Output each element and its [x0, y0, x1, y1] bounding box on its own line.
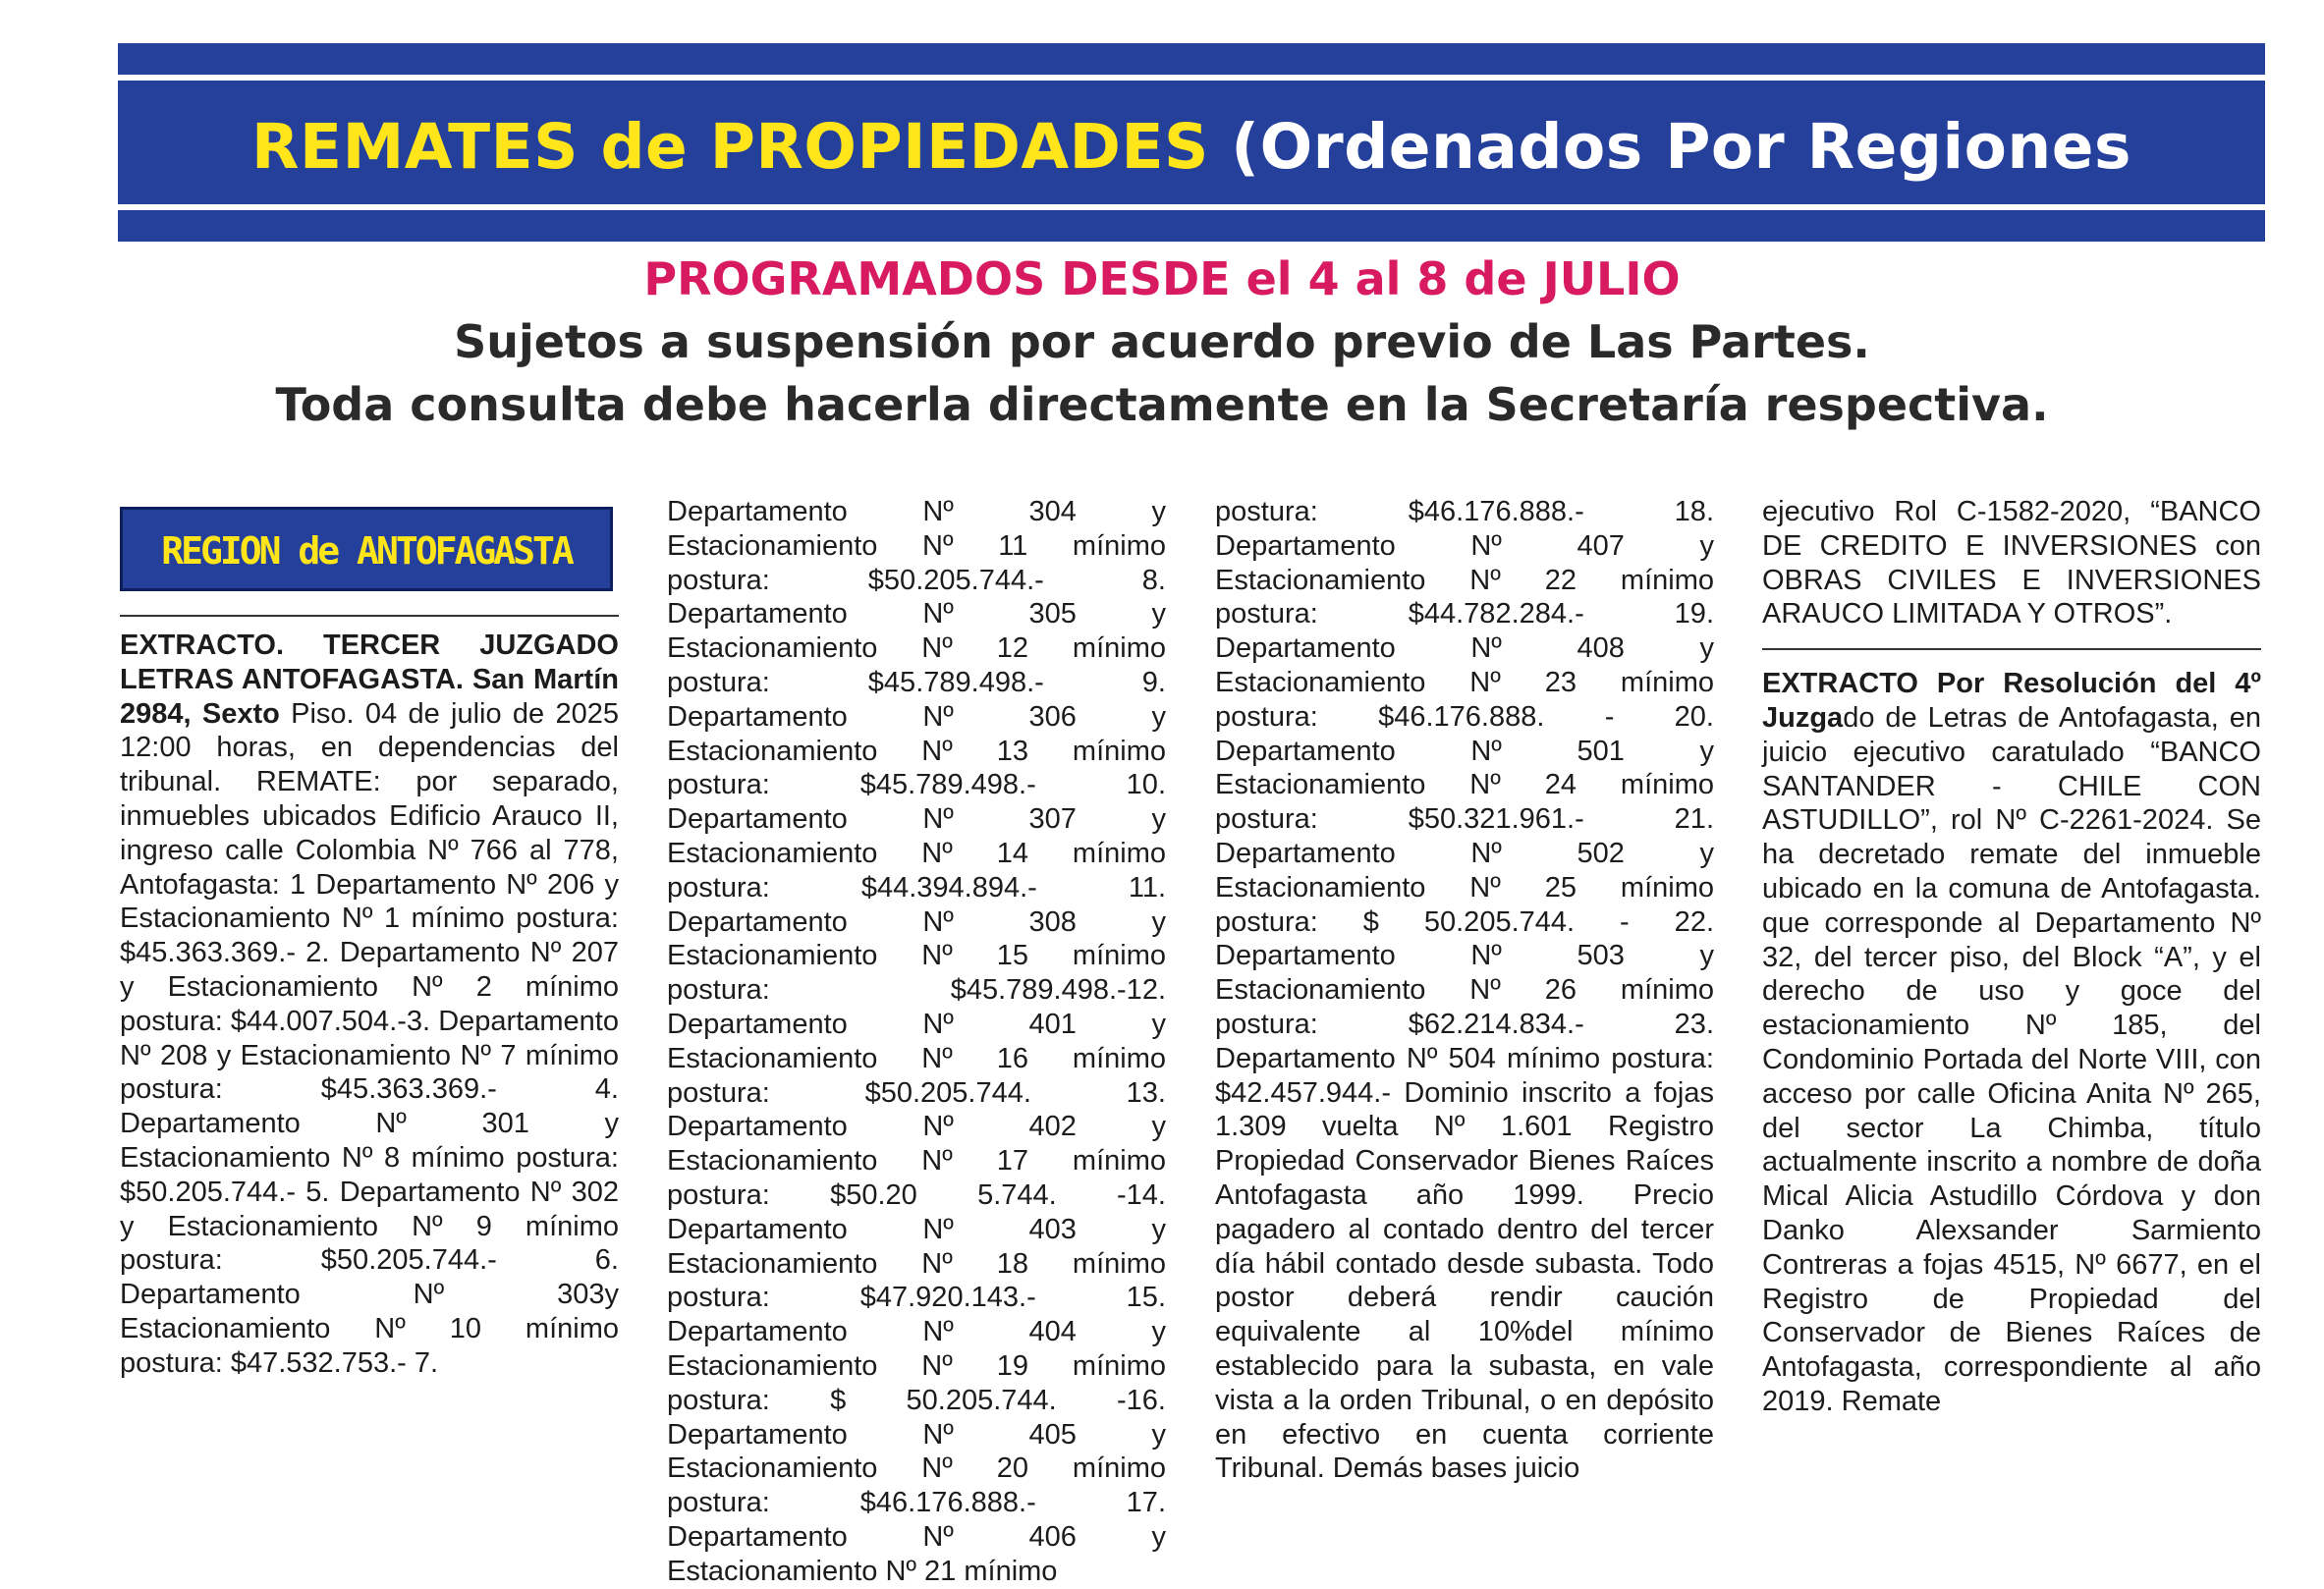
text-column-1	[120, 629, 619, 1381]
notice-separator-rule	[1762, 648, 2261, 650]
title-rest: (Ordenados Por Regiones	[1208, 111, 2131, 183]
consultation-notice: Toda consulta debe hacerla directamente en la Secretaría respectiva.	[275, 378, 2049, 431]
column-divider-rule	[120, 615, 619, 617]
banner-top-stripe	[118, 75, 2265, 81]
text-column-3	[1215, 495, 1714, 1486]
notice-body: Piso. 04 de julio de 2025 12:00 horas, en dependencias del tribunal. REMATE: por separado, inmuebles ubicados Edificio Arauco II, ingreso calle Colombia Nº 766 al 778, Antofagasta: 1 Departamento Nº 206 y Estacionamiento Nº 1 mínimo postura: $45.363.369.- 2. Departamento Nº 207 y Estacionamiento Nº 2 mínimo postura: $44.007.504.-3. Departamento Nº 208 y Estacionamiento Nº 7 mínimo postura: $45.363.369.- 4. Departamento Nº 301 y Estacionamiento Nº 8 mínimo postura: $50.205.744.- 5. Departamento Nº 302 y Estacionamiento Nº 9 mínimo postura: $50.205.744.- 6. Departamento Nº 303y Estacionamiento Nº 10 mínimo postura: $47.532.753.- 7.	[120, 697, 619, 1379]
title-banner	[118, 43, 2265, 242]
region-label: REGION de ANTOFAGASTA	[161, 529, 572, 573]
banner-bottom-stripe	[118, 204, 2265, 210]
region-label-box	[120, 507, 613, 591]
notice-body-2: do de Letras de Antofagasta, en juicio ejecutivo caratulado “BANCO SANTANDER - CHILE CON ASTUDILLO”, rol Nº C-2261-2024. Se ha decretado remate del inmueble ubicado en la comuna de Antofagasta. que corresponde al Departamento Nº 32, del tercer piso, del Block “A”, y el derecho de uso y goce del estacionamiento Nº 185, del Condominio Portada del Norte VIII, con acceso por calle Oficina Anita Nº 265, del sector La Chimba, título actualmente inscrito a nombre de doña Mical Alicia Astudillo Córdova y don Danko Alexsander Sarmiento Contreras a fojas 4515, Nº 6677, en el Registro de Propiedad del Conservador de Bienes Raíces de Antofagasta, correspondiente al año 2019. Remate	[1762, 701, 2261, 1417]
text-column-4	[1762, 495, 2261, 1419]
notice-continuation: postura: $46.176.888.- 18. Departamento Nº 407 y Estacionamiento Nº 22 mínimo postura: $44.782.284.- 19. Departamento Nº 408 y Estacionamiento Nº 23 mínimo postura: $46.176.888. - 20. Departamento Nº 501 y Estacionamiento Nº 24 mínimo postura: $50.321.961.- 21. Departamento Nº 502 y Estacionamiento Nº 25 mínimo postura: $ 50.205.744. - 22. Departamento Nº 503 y Estacionamiento Nº 26 mínimo postura: $62.214.834.- 23. Departamento Nº 504 mínimo postura: $42.457.944.- Dominio inscrito a fojas 1.309 vuelta Nº 1.601 Registro Propiedad Conservador Bienes Raíces Antofagasta año 1999. Precio pagadero al contado dentro del tercer día hábil contado desde subasta. Todo postor deberá rendir caución equivalente al 10%del mínimo establecido para la subasta, en vale vista a la orden Tribunal, o en depósito en efectivo en cuenta corriente Tribunal. Demás bases juicio	[1215, 496, 1714, 1485]
notice-continuation: Departamento Nº 304 y Estacionamiento Nº 11 mínimo postura: $50.205.744.- 8. Departamento Nº 305 y Estacionamiento Nº 12 mínimo postura: $45.789.498.- 9. Departamento Nº 306 y Estacionamiento Nº 13 mínimo postura: $45.789.498.- 10. Departamento Nº 307 y Estacionamiento Nº 14 mínimo postura: $44.394.894.- 11. Departamento Nº 308 y Estacionamiento Nº 15 mínimo postura: $45.789.498.-12. Departamento Nº 401 y Estacionamiento Nº 16 mínimo postura: $50.205.744. 13. Departamento Nº 402 y Estacionamiento Nº 17 mínimo postura: $50.20 5.744. -14. Departamento Nº 403 y Estacionamiento Nº 18 mínimo postura: $47.920.143.- 15. Departamento Nº 404 y Estacionamiento Nº 19 mínimo postura: $ 50.205.744. -16. Departamento Nº 405 y Estacionamiento Nº 20 mínimo postura: $46.176.888.- 17. Departamento Nº 406 y Estacionamiento Nº 21 mínimo	[667, 496, 1166, 1587]
notice-heading: EXTRACTO. TERCER JUZGADO LETRAS ANTOFAGASTA. San Martín 2984, Sexto	[120, 630, 619, 730]
notice-paragraph-2	[1762, 667, 2261, 1419]
schedule-subtitle: PROGRAMADOS DESDE el 4 al 8 de JULIO	[643, 252, 1681, 305]
suspension-notice: Sujetos a suspensión por acuerdo previo de Las Partes.	[454, 315, 1870, 368]
title-highlight: REMATES de PROPIEDADES	[251, 111, 1209, 183]
notice-paragraph	[120, 629, 619, 1381]
text-column-2	[667, 495, 1166, 1589]
notice-heading-2: EXTRACTO Por Resolución del 4º Juzga	[1762, 668, 2261, 734]
notice-conclusion: ejecutivo Rol C-1582-2020, “BANCO DE CREDITO E INVERSIONES con OBRAS CIVILES E INVERSIONES ARAUCO LIMITADA Y OTROS”.	[1762, 496, 2261, 630]
page-title	[118, 108, 2265, 187]
